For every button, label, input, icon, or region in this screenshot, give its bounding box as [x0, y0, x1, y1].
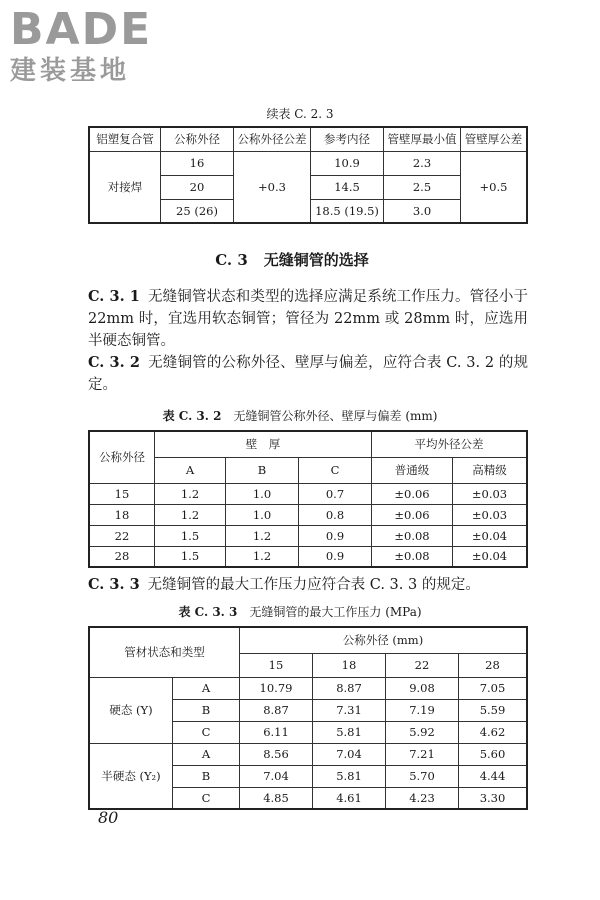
table-header-cell: 平均外径公差 — [372, 431, 528, 457]
table-cell: 25 (26) — [161, 199, 234, 223]
section-title — [0, 250, 600, 270]
table-cell: 4.61 — [313, 787, 386, 809]
paragraph-c33 — [88, 574, 528, 596]
table-cell: 3.30 — [459, 787, 528, 809]
table-c33 — [88, 626, 528, 810]
table-cell: 15 — [89, 483, 155, 504]
table-cell: B — [173, 699, 240, 721]
table-cell: 22 — [89, 525, 155, 546]
clause-number: C. 3. 1 — [88, 288, 140, 305]
table-cell: 1.2 — [226, 546, 299, 567]
table-cell: 6.11 — [240, 721, 313, 743]
table-cell: 1.0 — [226, 504, 299, 525]
table-cell: 1.2 — [226, 525, 299, 546]
table-cell: ±0.03 — [453, 483, 528, 504]
table-cell: 16 — [161, 151, 234, 175]
clause-number: C. 3. 3 — [88, 576, 140, 593]
table-cell: 5.92 — [386, 721, 459, 743]
table-subheader-cell: 高精级 — [453, 457, 528, 483]
table-cell: 0.9 — [299, 546, 372, 567]
table-cell: 5.59 — [459, 699, 528, 721]
logo-text-en: BADE — [10, 4, 153, 55]
section-number: C. 3 — [215, 251, 248, 269]
table-cell: 7.31 — [313, 699, 386, 721]
table-subheader-cell: B — [226, 457, 299, 483]
table-header-cell: 公称外径 (mm) — [240, 627, 528, 653]
table-cell-method: 对接焊 — [89, 151, 161, 223]
page-number: 80 — [98, 808, 119, 827]
table-header-cell: 铝塑复合管 — [89, 127, 161, 151]
table-cell: 5.60 — [459, 743, 528, 765]
table-cell: C — [173, 787, 240, 809]
clause-number: C. 3. 2 — [88, 354, 140, 371]
table-cell: 0.7 — [299, 483, 372, 504]
clause-text: 无缝铜管的公称外径、壁厚与偏差，应符合表 C. 3. 2 的规定。 — [88, 355, 529, 393]
table-header-cell: 参考内径 — [311, 127, 384, 151]
table-c33-caption — [0, 604, 600, 620]
table-cell: 7.21 — [386, 743, 459, 765]
paragraph-c31 — [88, 286, 528, 352]
table-header-cell: 壁 厚 — [155, 431, 372, 457]
table-c32 — [88, 430, 528, 568]
table-cell: 18 — [89, 504, 155, 525]
table-header-cell: 公称外径 — [161, 127, 234, 151]
logo — [10, 4, 180, 86]
table-cell: ±0.04 — [453, 546, 528, 567]
table-cell: 2.3 — [384, 151, 461, 175]
table-cell: 7.05 — [459, 677, 528, 699]
table-cell: 9.08 — [386, 677, 459, 699]
table-row — [89, 483, 527, 504]
table-header-cell: 管壁厚最小值 — [384, 127, 461, 151]
table-cell: 28 — [89, 546, 155, 567]
table-cell: 4.85 — [240, 787, 313, 809]
table-caption-title: 无缝铜管的最大工作压力 (MPa) — [249, 605, 422, 619]
table-cell: 0.8 — [299, 504, 372, 525]
table-cell: ±0.08 — [372, 546, 453, 567]
table-cell-od-tol: +0.3 — [234, 151, 311, 223]
table-cell: ±0.06 — [372, 504, 453, 525]
logo-text-cn: 建装基地 — [10, 56, 131, 86]
table-cell: 7.04 — [240, 765, 313, 787]
table-cell: 5.70 — [386, 765, 459, 787]
table-subheader-cell: 28 — [459, 653, 528, 677]
table-row — [89, 504, 527, 525]
table-cell: 1.5 — [155, 525, 226, 546]
table-cell: 1.2 — [155, 483, 226, 504]
table-cell: 8.56 — [240, 743, 313, 765]
table-cell: 14.5 — [311, 175, 384, 199]
paragraph-c32 — [88, 352, 528, 396]
table-cell: 5.81 — [313, 765, 386, 787]
table-cell: 1.2 — [155, 504, 226, 525]
clause-text: 无缝铜管的最大工作压力应符合表 C. 3. 3 的规定。 — [147, 577, 480, 593]
table-c23 — [88, 126, 528, 224]
table-cell: B — [173, 765, 240, 787]
table-cell: 10.79 — [240, 677, 313, 699]
table-cell: 4.62 — [459, 721, 528, 743]
table-subheader-cell: C — [299, 457, 372, 483]
table-header-cell: 公称外径公差 — [234, 127, 311, 151]
table-row — [89, 151, 527, 175]
table-header-cell: 管壁厚公差 — [461, 127, 528, 151]
table-row — [89, 743, 527, 765]
table-cell: A — [173, 743, 240, 765]
table-cell: 5.81 — [313, 721, 386, 743]
table-cell: ±0.04 — [453, 525, 528, 546]
table-cell: 4.23 — [386, 787, 459, 809]
table-row — [89, 546, 527, 567]
table-subheader-cell: 15 — [240, 653, 313, 677]
table-cell: 7.19 — [386, 699, 459, 721]
table-cell: 0.9 — [299, 525, 372, 546]
table-group-cell: 硬态 (Y) — [89, 677, 173, 743]
table-subheader-cell: A — [155, 457, 226, 483]
table-cell: 3.0 — [384, 199, 461, 223]
clause-text: 无缝铜管状态和类型的选择应满足系统工作压力。管径小于 22mm 时，宜选用软态铜管；管径为 22mm 或 28mm 时，应选用半硬态铜管。 — [88, 289, 529, 349]
table-header-cell: 管材状态和类型 — [89, 627, 240, 677]
table-subheader-cell: 普通级 — [372, 457, 453, 483]
table-cell: 8.87 — [240, 699, 313, 721]
table-header-cell: 公称外径 — [89, 431, 155, 483]
table-cell: 10.9 — [311, 151, 384, 175]
table-row — [89, 677, 527, 699]
table-cell: 1.5 — [155, 546, 226, 567]
table-subheader-cell: 18 — [313, 653, 386, 677]
table-caption-title: 无缝铜管公称外径、壁厚与偏差 (mm) — [233, 409, 438, 423]
table-cell: 8.87 — [313, 677, 386, 699]
table-cell: ±0.08 — [372, 525, 453, 546]
table-cell: 20 — [161, 175, 234, 199]
table-cell: 4.44 — [459, 765, 528, 787]
table-caption-number: 表 C. 3. 3 — [178, 605, 238, 619]
table-cell: C — [173, 721, 240, 743]
table-cell: A — [173, 677, 240, 699]
table-group-cell: 半硬态 (Y₂) — [89, 743, 173, 809]
table-caption-number: 表 C. 3. 2 — [162, 409, 222, 423]
table-cell: 2.5 — [384, 175, 461, 199]
table-cell-wall-tol: +0.5 — [461, 151, 528, 223]
table-cell: 1.0 — [226, 483, 299, 504]
section-title-text: 无缝铜管的选择 — [263, 251, 369, 269]
table-row — [89, 525, 527, 546]
table-cell: ±0.03 — [453, 504, 528, 525]
table-cell: 7.04 — [313, 743, 386, 765]
table-c23-caption: 续表 C. 2. 3 — [266, 107, 334, 121]
table-cell: 18.5 (19.5) — [311, 199, 384, 223]
table-c32-caption — [0, 408, 600, 424]
table-cell: ±0.06 — [372, 483, 453, 504]
table-subheader-cell: 22 — [386, 653, 459, 677]
